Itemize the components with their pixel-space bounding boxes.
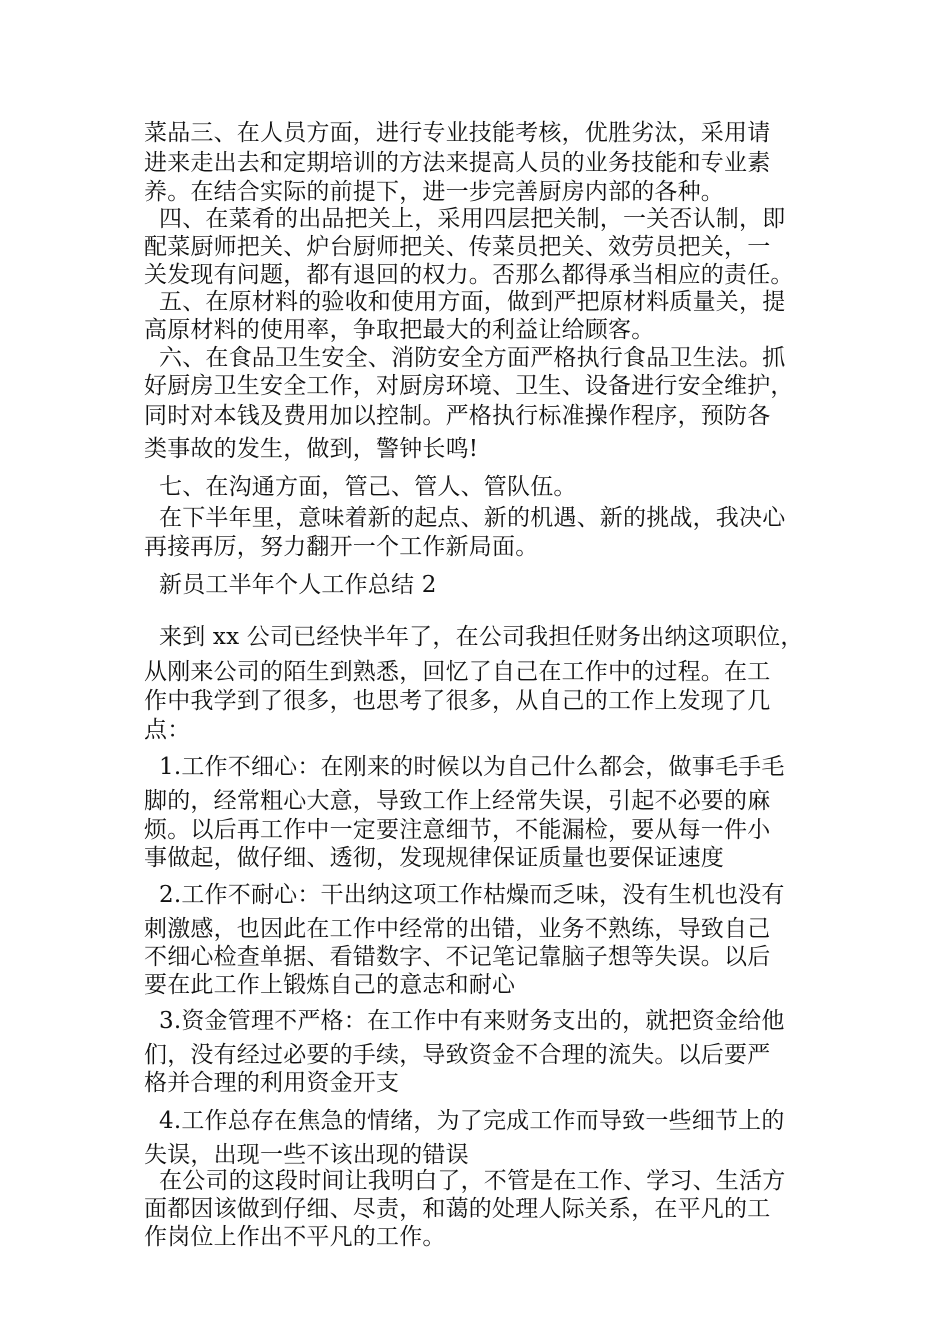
text-line: 四、在菜肴的出品把关上，采用四层把关制，一关否认制，即: [159, 206, 786, 232]
text-line: 好厨房卫生安全工作，对厨房环境、卫生、设备进行安全维护，: [144, 373, 794, 399]
text-line: 六、在食品卫生安全、消防安全方面严格执行食品卫生法。抓: [159, 345, 786, 371]
text-line: 再接再厉，努力翻开一个工作新局面。: [144, 534, 539, 560]
text-line: 不细心检查单据、看错数字、不记笔记靠脑子想等失误。以后: [144, 944, 771, 970]
text-line: 关发现有问题，都有退回的权力。否那么都得承当相应的责任。: [144, 262, 794, 288]
text-line: 面都因该做到仔细、尽责，和蔼的处理人际关系，在平凡的工: [144, 1196, 771, 1222]
text-line: 点：: [144, 717, 191, 743]
text-line: 高原材料的使用率，争取把最大的利益让给顾客。: [144, 317, 655, 343]
text-line: 同时对本钱及费用加以控制。严格执行标准操作程序，预防各: [144, 403, 771, 429]
text-line: 2.工作不耐心：干出纳这项工作枯燥而乏味，没有生机也没有: [159, 882, 785, 908]
text-line: 养。在结合实际的前提下，进一步完善厨房内部的各种。: [144, 179, 724, 205]
text-line: 格并合理的利用资金开支: [144, 1070, 400, 1096]
section-heading: 新员工半年个人工作总结 2: [159, 572, 437, 598]
text-line: 烦。以后再工作中一定要注意细节，不能漏检，要从每一件小: [144, 817, 771, 843]
text-line: 在公司的这段时间让我明白了，不管是在工作、学习、生活方: [159, 1168, 786, 1194]
text-line: 进来走出去和定期培训的方法来提高人员的业务技能和专业素: [144, 150, 771, 176]
text-line: 类事故的发生，做到，警钟长鸣!: [144, 436, 479, 462]
text-line: 4.工作总存在焦急的情绪，为了完成工作而导致一些细节上的: [159, 1108, 785, 1134]
text-line: 1.工作不细心：在刚来的时候以为自己什么都会，做事毛手毛: [159, 754, 785, 780]
text-line: 们，没有经过必要的手续，导致资金不合理的流失。以后要严: [144, 1042, 771, 1068]
text-line: 配菜厨师把关、炉台厨师把关、传菜员把关、效劳员把关，一: [144, 234, 771, 260]
text-line: 失误，出现一些不该出现的错误: [144, 1142, 469, 1168]
text-line: 作中我学到了很多，也思考了很多，从自己的工作上发现了几: [144, 688, 771, 714]
text-line: 在下半年里，意味着新的起点、新的机遇、新的挑战，我决心: [159, 505, 786, 531]
text-line: 作岗位上作出不平凡的工作。: [144, 1224, 446, 1250]
text-line: 菜品三、在人员方面，进行专业技能考核，优胜劣汰，采用请: [144, 120, 771, 146]
text-line: 从刚来公司的陌生到熟悉，回忆了自己在工作中的过程。在工: [144, 659, 771, 685]
text-line: 脚的，经常粗心大意，导致工作上经常失误，引起不必要的麻: [144, 788, 771, 814]
text-line: 事做起，做仔细、透彻，发现规律保证质量也要保证速度: [144, 845, 724, 871]
text-line: 来到 xx 公司已经快半年了，在公司我担任财务出纳这项职位，: [159, 624, 804, 650]
text-line: 七、在沟通方面，管己、管人、管队伍。: [159, 474, 577, 500]
text-line: 要在此工作上锻炼自己的意志和耐心: [144, 972, 516, 998]
text-line: 刺激感，也因此在工作中经常的出错，业务不熟练，导致自己: [144, 916, 771, 942]
text-line: 3.资金管理不严格：在工作中有来财务支出的，就把资金给他: [159, 1008, 785, 1034]
text-line: 五、在原材料的验收和使用方面，做到严把原材料质量关，提: [159, 289, 786, 315]
